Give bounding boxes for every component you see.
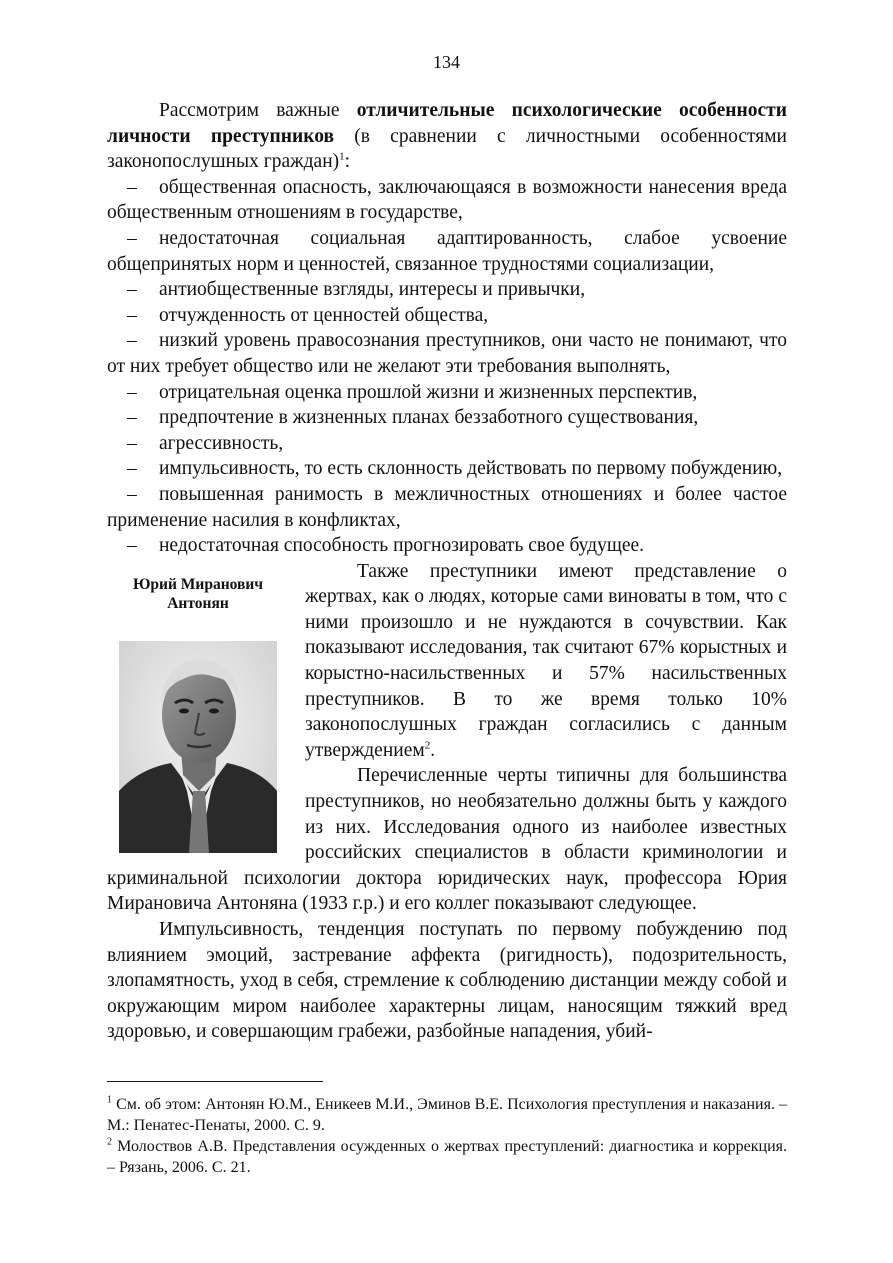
page-body (107, 98, 787, 1045)
list-item: – низкий уровень правосознания преступников, они часто не понимают, что от них требует общество или не желают эти требования выполнять, (107, 330, 787, 377)
intro-bold-phrase: отличительные психологические особенности личности преступников (107, 100, 787, 147)
list-item: – общественная опасность, заключающаяся в возможности нанесения вреда общественным отношениям в государстве, (107, 176, 787, 224)
intro-paragraph: Рассмотрим важные отличительные психологические особенности личности преступников (в сравнении с личностными особенностями законопослушных граждан)$^1$: (107, 100, 787, 173)
footnote-item: $^1$ См. об этом: Антонян Ю.М., Еникеев М.И., Эминов В.Е. Психология преступления и наказания. – М.: Пенатес-Пенаты, 2000. С. 9. (107, 1094, 788, 1134)
list-item: – антиобщественные взгляды, интересы и привычки, (127, 279, 586, 301)
impulsivity-paragraph: Импульсивность, тенденция поступать по первому побуждению под влиянием эмоций, застревание аффекта (ригидность), подозрительность, злопамятность, уход в себя, стремление к соблюдению дистанции между собой и окружающим миром наиболее характерны лицам, наносящим тяжкий вред здоровью, и совершающим грабежи, разбойные нападения, убий- (107, 919, 787, 1043)
list-item: – отрицательная оценка прошлой жизни и жизненных перспектив, (127, 381, 698, 403)
portrait-figure (107, 559, 289, 853)
trait-list (107, 175, 787, 559)
page-number: 134 (433, 52, 460, 72)
footnote-item: $^2$ Молоствов А.В. Представления осужденных о жертвах преступлений: диагностика и коррекция. – Рязань, 2006. С. 21. (107, 1136, 788, 1176)
footnotes (107, 1094, 787, 1178)
footnote-divider (107, 1081, 323, 1082)
footnote-ref-1: 1 (339, 150, 345, 163)
footnote-ref-2: 2 (424, 739, 431, 752)
portrait-caption: Юрий Миранович Антонян (132, 575, 264, 612)
portrait-photo (119, 641, 277, 853)
victims-paragraph: Также преступники имеют представление о жертвах, как о людях, которые сами виноваты в том, что с ними произошло и не нуждаются в сочувствии. Как показывают исследования, так считают 67% корыстных и корыстно-насильственных и 57% насильственных преступников. В то же время только 10% законопослушных граждан согласились с данным утверждением$^2$. (305, 560, 787, 761)
list-item: – повышенная ранимость в межличностных отношениях и более частое применение насилия в конфликтах, (107, 483, 787, 531)
list-item: – отчужденность от ценностей общества, (127, 304, 489, 326)
list-item: – недостаточная социальная адаптированность, слабое усвоение общепринятых норм и ценностей, связанное трудностями социализации, (107, 227, 787, 275)
list-item: – импульсивность, то есть склонность действовать по первому побуждению, (127, 458, 783, 480)
list-item: – агрессивность, (127, 432, 284, 454)
list-item: – недостаточная способность прогнозировать свое будущее. (127, 535, 645, 557)
traits-paragraph: Перечисленные черты типичны для большинства преступников, но необязательно должны быть у каждого из них. Исследования одного из наиболее известных российских специалистов в области криминологии и криминальной психологии доктора юридических наук, профессора Юрия Мирановича Антоняна (1933 г.р.) и его коллег показывают следующее. (107, 765, 787, 915)
list-item: – предпочтение в жизненных планах беззаботного существования, (127, 407, 699, 429)
